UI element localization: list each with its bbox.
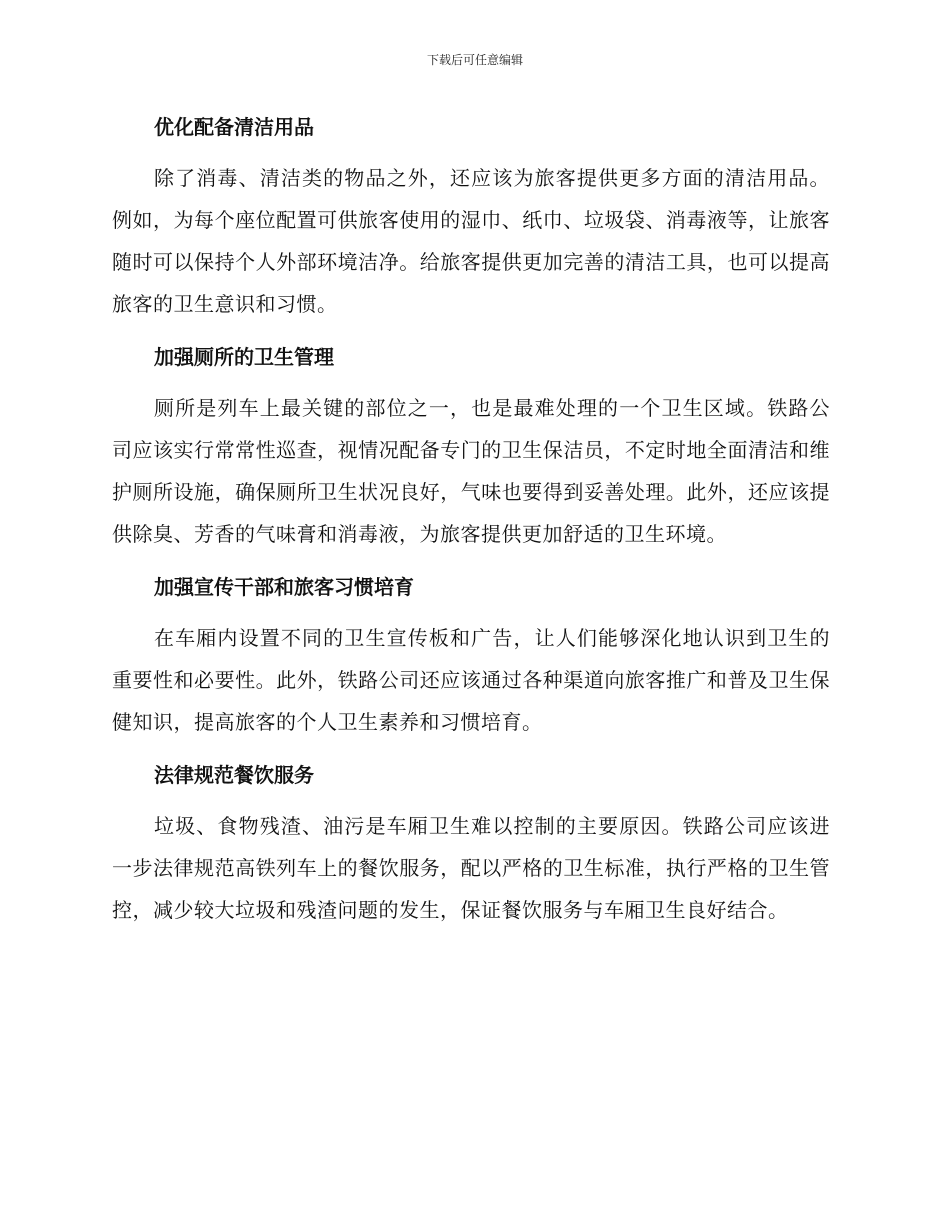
section-heading-catering-service: 法律规范餐饮服务 [154,763,314,787]
section-paragraph-toilet-management: 厕所是列车上最关键的部位之一，也是最难处理的一个卫生区域。铁路公司应该实行常常性巡查，视情况配备专门的卫生保洁员，不定时地全面清洁和维护厕所设施，确保厕所卫生状况良好，气味也要得到妥善处理。此外，还应该提供除臭、芳香的气味膏和消毒液，为旅客提供更加舒适的卫生环境。 [112,396,830,546]
document-body [112,106,830,942]
section-heading-toilet-management: 加强厕所的卫生管理 [154,345,334,369]
section-paragraph-catering-service: 垃圾、食物残渣、油污是车厢卫生难以控制的主要原因。铁路公司应该进一步法律规范高铁列车上的餐饮服务，配以严格的卫生标准，执行严格的卫生管控，减少较大垃圾和残渣问题的发生，保证餐饮服务与车厢卫生良好结合。 [112,814,830,922]
section-heading-publicity-habits: 加强宣传干部和旅客习惯培育 [154,575,414,599]
page-header: 下载后可任意编辑 [426,53,523,67]
section-heading-cleaning-supplies: 优化配备清洁用品 [154,115,314,139]
section-paragraph-publicity-habits: 在车厢内设置不同的卫生宣传板和广告，让人们能够深化地认识到卫生的重要性和必要性。此外，铁路公司还应该通过各种渠道向旅客推广和普及卫生保健知识，提高旅客的个人卫生素养和习惯培育。 [112,626,830,734]
section-paragraph-cleaning-supplies: 除了消毒、清洁类的物品之外，还应该为旅客提供更多方面的清洁用品。例如，为每个座位配置可供旅客使用的湿巾、纸巾、垃圾袋、消毒液等，让旅客随时可以保持个人外部环境洁净。给旅客提供更加完善的清洁工具，也可以提高旅客的卫生意识和习惯。 [112,166,830,316]
